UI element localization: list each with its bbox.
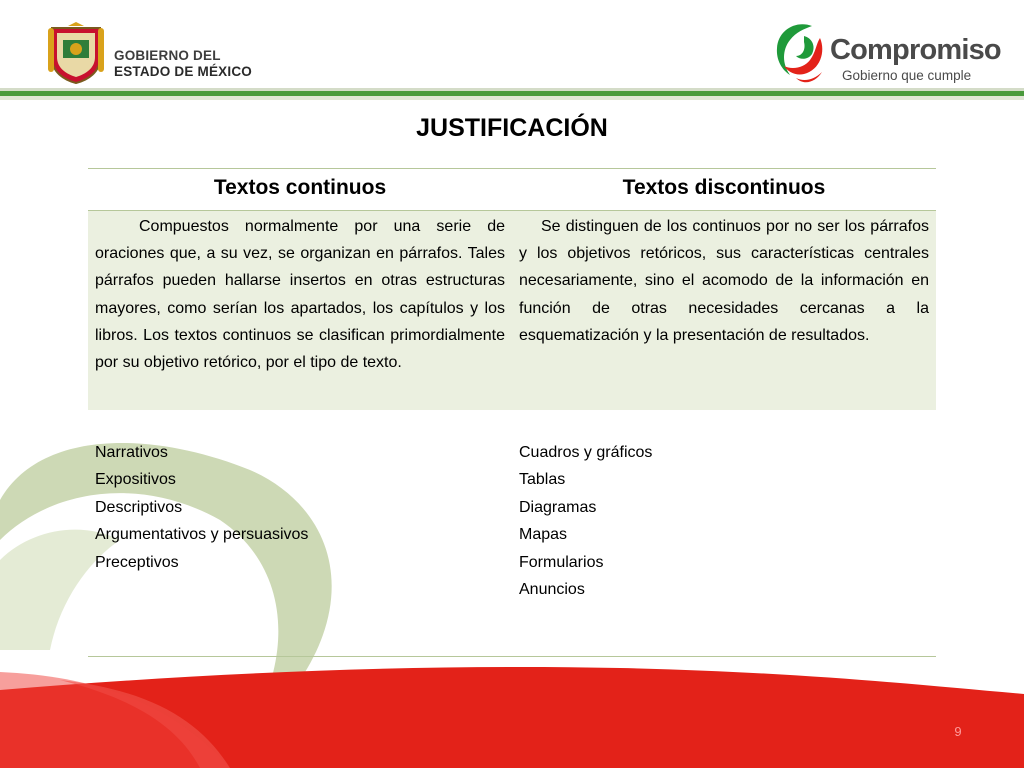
discontinuous-description-text: Se distinguen de los continuos por no ser los párrafos y los objetivos retóricos, sus características centrales necesariamente, sino el acomodo de la información en función de otras necesidades cercanas a la esquematización y la presentación de resultados. [519, 218, 929, 344]
gov-logo-line1: GOBIERNO DEL [114, 48, 221, 63]
slide-title: JUSTIFICACIÓN [416, 114, 608, 142]
table-spacer-row [88, 410, 936, 439]
table-description-row [88, 211, 936, 411]
list-item: Tablas [519, 471, 566, 489]
compromiso-swirl-icon [774, 20, 828, 84]
page-number: 9 [954, 724, 962, 739]
list-item: Narrativos [95, 444, 168, 461]
header-continuous-texts: Textos continuos [88, 169, 512, 211]
gov-logo-line2: ESTADO DE MÉXICO [114, 64, 252, 79]
list-item: Cuadros y gráficos [519, 444, 653, 461]
continuous-types-cell [88, 439, 512, 657]
gov-estado-mexico-logo [46, 22, 286, 86]
list-item: Anuncios [519, 581, 585, 599]
comparison-table [88, 168, 936, 657]
header-divider-bar [0, 88, 1024, 102]
red-wave-decoration [0, 667, 1024, 768]
list-item: Argumentativos y persuasivos [95, 526, 309, 544]
compromiso-logo [774, 20, 1001, 86]
discontinuous-types-cell [512, 439, 936, 657]
discontinuous-description [512, 211, 936, 411]
list-item: Formularios [519, 553, 604, 571]
list-item: Preceptivos [95, 553, 179, 571]
list-item: Mapas [519, 526, 568, 544]
continuous-description-text: Compuestos normalmente por una serie de oraciones que, a su vez, se organizan en párrafos. Tales párrafos pueden hallarse insertos en otras estructuras mayores, como serían los apartados, los capítulos y los libros. Los textos continuos se clasifican primordialmente por su objetivo retórico, por el tipo de texto. [95, 218, 505, 372]
list-item: Expositivos [95, 471, 176, 489]
header-discontinuous-texts: Textos discontinuos [512, 169, 936, 211]
coat-of-arms-icon [46, 22, 106, 84]
compromiso-tagline: Gobierno que cumple [842, 68, 972, 83]
list-item: Diagramas [519, 498, 597, 516]
list-item: Descriptivos [95, 498, 183, 516]
table-types-row [88, 439, 936, 657]
continuous-types-list [95, 439, 505, 576]
discontinuous-types-list [519, 439, 929, 603]
compromiso-wordmark: Compromiso [830, 34, 1001, 66]
continuous-description [88, 211, 512, 411]
table-header-row [88, 169, 936, 211]
